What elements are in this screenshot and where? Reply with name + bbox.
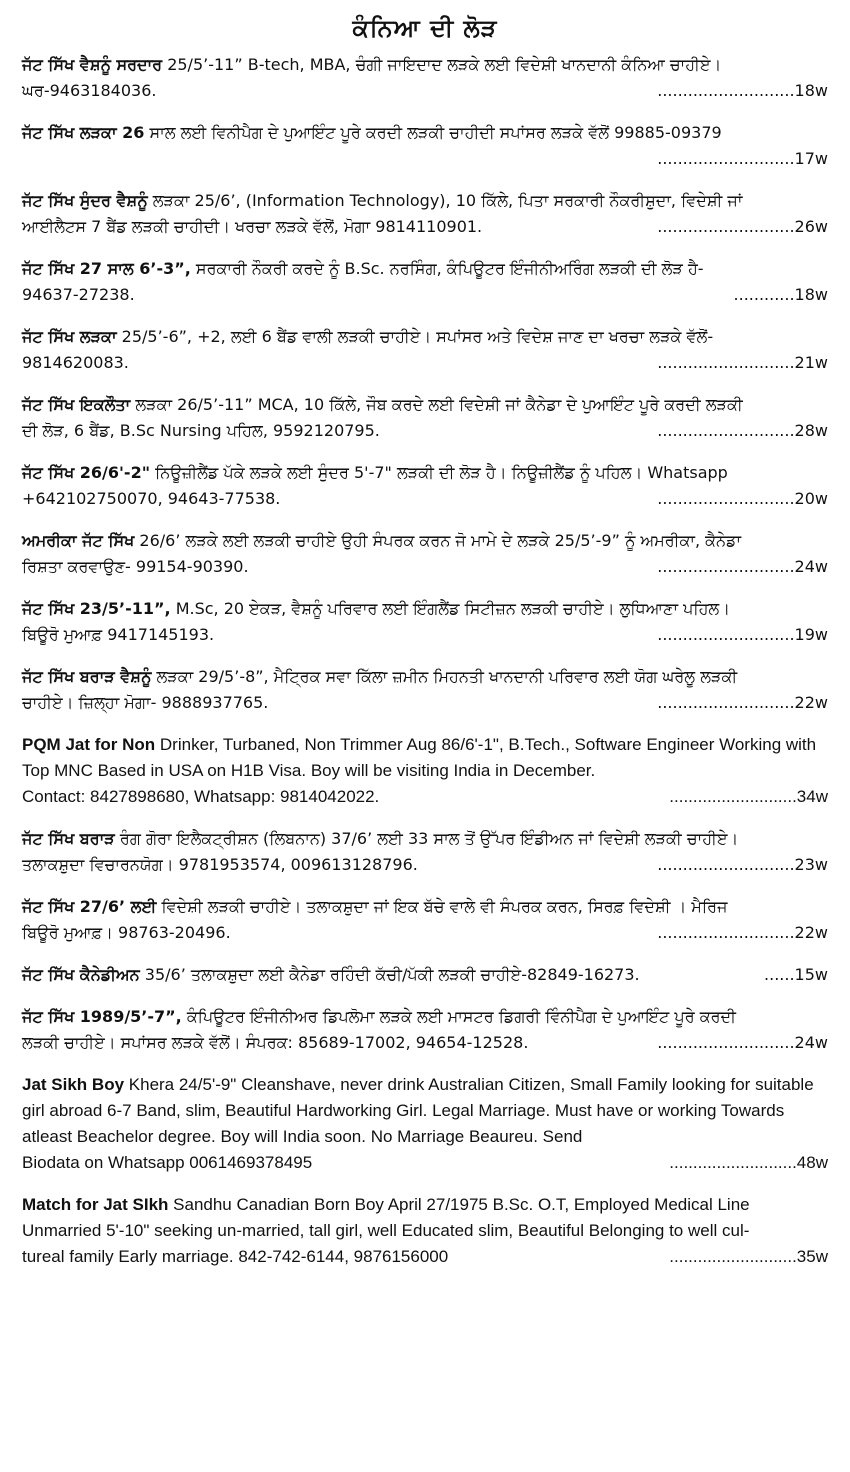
ad-text — [22, 1192, 828, 1244]
classified-ad — [22, 52, 828, 104]
ad-lead: ਜੱਟ ਸਿੱਖ 27/6’ ਲਈ — [22, 897, 157, 916]
ads-list — [22, 52, 828, 1270]
ad-text — [22, 188, 828, 214]
classified-ad — [22, 120, 828, 172]
ad-last-line — [22, 486, 828, 512]
classified-ad — [22, 962, 828, 988]
ad-body: ਸਰਕਾਰੀ ਨੌਕਰੀ ਕਰਦੇ ਨੂੰ B.Sc. ਨਰਸਿੰਗ, ਕੰਪਿਊਟਰ ਇੰਜੀਨੀਅਰਿੰਗ ਲੜਕੀ ਦੀ ਲੋੜ ਹੈ- — [190, 259, 704, 278]
ad-body: ਵਿਦੇਸ਼ੀ ਲੜਕੀ ਚਾਹੀਏ। ਤਲਾਕਸ਼ੁਦਾ ਜਾਂ ਇਕ ਬੱਚੇ ਵਾਲੇ ਵੀ ਸੰਪਰਕ ਕਰਨ, ਸਿਰਫ਼ ਵਿਦੇਸ਼ੀ । ਮੈਰਿਜ — [156, 897, 728, 916]
ad-code: ...........................48w — [669, 1153, 828, 1172]
classified-ad — [22, 188, 828, 240]
classified-ad — [22, 1072, 828, 1176]
ad-contact: ਤਲਾਕਸ਼ੁਦਾ ਵਿਚਾਰਨਯੋਗ। 9781953574, 009613128796. — [22, 855, 418, 874]
ad-last-line — [22, 350, 828, 376]
ad-contact: ਆਈਲੈਟਸ 7 ਬੈਂਡ ਲੜਕੀ ਚਾਹੀਦੀ। ਖਰਚਾ ਲੜਕੇ ਵੱਲੋਂ, ਮੋਗਾ 9814110901. — [22, 217, 483, 236]
ad-text — [22, 962, 640, 988]
ad-body: Drinker, Turbaned, Non Trimmer Aug 86/6'-1", B.Tech., Software Engineer Working with Top MNC Based in USA on H1B Visa. Boy will be visiting India in December. — [22, 735, 817, 780]
ad-body: ਸਾਲ ਲਈ ਵਿਨੀਪੈਗ ਦੇ ਪੁਆਇੰਟ ਪੂਰੇ ਕਰਦੀ ਲੜਕੀ ਚਾਹੀਦੀ ਸਪਾਂਸਰ ਲੜਕੇ ਵੱਲੋਂ 99885-09379 — [144, 123, 722, 142]
ad-text — [22, 52, 828, 78]
ad-body: M.Sc, 20 ਏਕੜ, ਵੈਸ਼ਨੂੰ ਪਰਿਵਾਰ ਲਈ ਇੰਗਲੈਂਡ ਸਿਟੀਜ਼ਨ ਲੜਕੀ ਚਾਹੀਏ। ਲੁਧਿਆਣਾ ਪਹਿਲ। — [170, 599, 731, 618]
ad-text — [22, 1072, 828, 1150]
ad-body: 26/6’ ਲੜਕੇ ਲਈ ਲੜਕੀ ਚਾਹੀਏ ਉਹੀ ਸੰਪਰਕ ਕਰਨ ਜੋ ਮਾਮੇ ਦੇ ਲੜਕੇ 25/5’-9” ਨੂੰ ਅਮਰੀਕਾ, ਕੈਨੇਡਾ — [134, 531, 742, 550]
classified-ad — [22, 1192, 828, 1270]
ad-code: ...........................35w — [669, 1247, 828, 1266]
ad-contact: +642102750070, 94643-77538. — [22, 489, 281, 508]
ad-lead: ਜੱਟ ਸਿੱਖ ਵੈਸ਼ਨੂੰ ਸਰਦਾਰ — [22, 55, 163, 74]
ad-code: ......15w — [764, 965, 828, 984]
ad-contact: ਰਿਸ਼ਤਾ ਕਰਵਾਉਣ- 99154-90390. — [22, 557, 249, 576]
ad-lead: Jat Sikh Boy — [22, 1075, 125, 1094]
ad-contact: ਦੀ ਲੋੜ, 6 ਬੈਂਡ, B.Sc Nursing ਪਹਿਲ, 9592120795. — [22, 421, 380, 440]
ad-contact: ਬਿਊਰੋ ਮੁਆਫ਼। 98763-20496. — [22, 923, 231, 942]
ad-lead: ਜੱਟ ਸਿੱਖ ਸੁੰਦਰ ਵੈਸ਼ਨੂੰ — [22, 191, 148, 210]
ad-lead: ਜੱਟ ਸਿੱਖ 23/5’-11”, — [22, 599, 171, 618]
ad-contact: 9814620083. — [22, 353, 129, 372]
classified-ad — [22, 392, 828, 444]
ad-body: ਲੜਕਾ 29/5’-8”, ਮੈਟ੍ਰਿਕ ਸਵਾ ਕਿੱਲਾ ਜ਼ਮੀਨ ਮਿਹਨਤੀ ਖਾਨਦਾਨੀ ਪਰਿਵਾਰ ਲਈ ਯੋਗ ਘਰੇਲੂ ਲੜਕੀ — [151, 667, 738, 686]
classified-ad — [22, 528, 828, 580]
ad-lead: ਜੱਟ ਸਿੱਖ ਇਕਲੌਤਾ — [22, 395, 131, 414]
ad-lead: ਜੱਟ ਸਿੱਖ ਲੜਕਾ 26 — [22, 123, 145, 142]
ad-last-line — [22, 1030, 828, 1056]
ad-body: 35/6’ ਤਲਾਕਸ਼ੁਦਾ ਲਈ ਕੈਨੇਡਾ ਰਹਿੰਦੀ ਕੱਚੀ/ਪੱਕੀ ਲੜਕੀ ਚਾਹੀਏ-82849-16273. — [139, 965, 640, 984]
ad-last-line — [22, 1244, 828, 1270]
ad-last-line — [22, 1150, 828, 1176]
ad-contact: 94637-27238. — [22, 285, 135, 304]
ad-text — [22, 664, 828, 690]
ad-body: ਲੜਕਾ 26/5’-11” MCA, 10 ਕਿੱਲੇ, ਜੌਬ ਕਰਦੇ ਲਈ ਵਿਦੇਸ਼ੀ ਜਾਂ ਕੈਨੇਡਾ ਦੇ ਪੁਆਇੰਟ ਪੂਰੇ ਕਰਦੀ ਲੜਕੀ — [130, 395, 743, 414]
ad-code: ...........................28w — [657, 421, 828, 440]
ad-last-line — [22, 690, 828, 716]
ad-contact: ਘਰ-9463184036. — [22, 81, 157, 100]
ad-code: ...........................19w — [657, 625, 828, 644]
classified-ad — [22, 1004, 828, 1056]
classified-ad — [22, 732, 828, 810]
ad-lead: PQM Jat for Non — [22, 735, 156, 754]
ad-last-line — [22, 784, 828, 810]
classified-ad — [22, 664, 828, 716]
classified-ad — [22, 460, 828, 512]
ad-text — [22, 528, 828, 554]
ad-code: ...........................17w — [657, 149, 828, 168]
page-title: ਕੰਨਿਆ ਦੀ ਲੋੜ — [352, 14, 498, 42]
classified-ad — [22, 894, 828, 946]
ad-last-line — [22, 282, 828, 308]
ad-lead: ਜੱਟ ਸਿੱਖ ਲੜਕਾ — [22, 327, 117, 346]
ad-body: ਨਿਊਜ਼ੀਲੈਂਡ ਪੱਕੇ ਲੜਕੇ ਲਈ ਸੁੰਦਰ 5'-7" ਲੜਕੀ ਦੀ ਲੋੜ ਹੈ। ਨਿਊਜ਼ੀਲੈਂਡ ਨੂੰ ਪਹਿਲ। Whatsapp — [150, 463, 728, 482]
classified-ad — [22, 324, 828, 376]
ad-text — [22, 596, 828, 622]
classified-ad — [22, 826, 828, 878]
ad-text — [22, 1004, 828, 1030]
ad-last-line — [22, 418, 828, 444]
ad-lead: Match for Jat SIkh — [22, 1195, 169, 1214]
ad-body: ਰੰਗ ਗੋਰਾ ਇਲੈਕਟ੍ਰੀਸ਼ਨ (ਲਿਬਨਾਨ) 37/6’ ਲਈ 33 ਸਾਲ ਤੋਂ ਉੱਪਰ ਇੰਡੀਅਨ ਜਾਂ ਵਿਦੇਸ਼ੀ ਲੜਕੀ ਚਾਹੀਏ। — [114, 829, 739, 848]
ad-last-line — [22, 920, 828, 946]
ad-body: 25/5’-6”, +2, ਲਈ 6 ਬੈਂਡ ਵਾਲੀ ਲੜਕੀ ਚਾਹੀਏ। ਸਪਾਂਸਰ ਅਤੇ ਵਿਦੇਸ਼ ਜਾਣ ਦਾ ਖਰਚਾ ਲੜਕੇ ਵੱਲੋਂ- — [116, 327, 714, 346]
ad-body: Khera 24/5'-9" Cleanshave, never drink Australian Citizen, Small Family looking for suitable girl abroad 6-7 Band, slim, Beautiful Hardworking Girl. Legal Marriage. Must have or working Towards atleast Beachelor degree. Boy will India soon. No Marriage Beaureu. Send — [22, 1075, 814, 1146]
ad-lead: ਜੱਟ ਸਿੱਖ 27 ਸਾਲ 6’-3”, — [22, 259, 191, 278]
ad-code: ...........................22w — [657, 693, 828, 712]
ad-body: ਕੰਪਿਊਟਰ ਇੰਜੀਨੀਅਰ ਡਿਪਲੋਮਾ ਲੜਕੇ ਲਈ ਮਾਸਟਰ ਡਿਗਰੀ ਵਿੰਨੀਪੈਗ ਦੇ ਪੁਆਇੰਟ ਪੂਰੇ ਕਰਦੀ — [181, 1007, 736, 1026]
ad-body: 25/5’-11” B-tech, MBA, ਚੰਗੀ ਜਾਇਦਾਦ ਲੜਕੇ ਲਈ ਵਿਦੇਸ਼ੀ ਖਾਨਦਾਨੀ ਕੰਨਿਆ ਚਾਹੀਏ। — [162, 55, 722, 74]
ad-lead: ਜੱਟ ਸਿੱਖ ਬਰਾੜ ਵੈਸ਼ਨੂੰ — [22, 667, 152, 686]
ad-line — [22, 962, 828, 988]
ad-last-line — [22, 852, 828, 878]
ad-code: ...........................26w — [657, 217, 828, 236]
ad-text — [22, 256, 828, 282]
ad-code: ...........................22w — [657, 923, 828, 942]
ad-text — [22, 460, 828, 486]
ad-contact: Biodata on Whatsapp 0061469378495 — [22, 1153, 313, 1172]
ad-last-line — [22, 78, 828, 104]
ad-text — [22, 732, 828, 784]
ad-code: ...........................34w — [669, 787, 828, 806]
classified-ad — [22, 596, 828, 648]
ad-lead: ਜੱਟ ਸਿੱਖ 26/6'-2" — [22, 463, 151, 482]
ad-lead: ਅਮਰੀਕਾ ਜੱਟ ਸਿੱਖ — [22, 531, 135, 550]
ad-contact: Contact: 8427898680, Whatsapp: 9814042022. — [22, 787, 380, 806]
ad-body: Sandhu Canadian Born Boy April 27/1975 B.Sc. O.T, Employed Medical Line Unmarried 5'-10" seeking un-married, tall girl, well Educated slim, Beautiful Belonging to well cul- — [22, 1195, 750, 1240]
ad-lead: ਜੱਟ ਸਿੱਖ 1989/5’-7”, — [22, 1007, 182, 1026]
ad-code: ...........................20w — [657, 489, 828, 508]
ad-code: ...........................24w — [657, 557, 828, 576]
classified-ad — [22, 256, 828, 308]
ad-last-line — [22, 214, 828, 240]
ad-text — [22, 826, 828, 852]
ad-contact: ਲੜਕੀ ਚਾਹੀਏ। ਸਪਾਂਸਰ ਲੜਕੇ ਵੱਲੋਂ। ਸੰਪਰਕ: 85689-17002, 94654-12528. — [22, 1033, 529, 1052]
ad-last-line — [22, 622, 828, 648]
ad-body: ਲੜਕਾ 25/6’, (Information Technology), 10 ਕਿੱਲੇ, ਪਿਤਾ ਸਰਕਾਰੀ ਨੌਕਰੀਸ਼ੁਦਾ, ਵਿਦੇਸ਼ੀ ਜਾਂ — [147, 191, 743, 210]
ad-contact: ਚਾਹੀਏ। ਜ਼ਿਲ੍ਹਾ ਮੋਗਾ- 9888937765. — [22, 693, 269, 712]
ad-text — [22, 324, 828, 350]
ad-text — [22, 392, 828, 418]
ad-contact: tureal family Early marriage. 842-742-6144, 9876156000 — [22, 1247, 449, 1266]
ad-last-line — [22, 554, 828, 580]
ad-code: ...........................18w — [657, 81, 828, 100]
ad-lead: ਜੱਟ ਸਿੱਖ ਕੈਨੇਡੀਅਨ — [22, 965, 140, 984]
ad-text — [22, 120, 828, 146]
ad-lead: ਜੱਟ ਸਿੱਖ ਬਰਾੜ — [22, 829, 115, 848]
ad-code: ...........................23w — [657, 855, 828, 874]
ad-text — [22, 894, 828, 920]
ad-code: ............18w — [733, 285, 828, 304]
ad-code: ...........................21w — [657, 353, 828, 372]
ad-code: ...........................24w — [657, 1033, 828, 1052]
ad-contact: ਬਿਊਰੋ ਮੁਆਫ਼ 9417145193. — [22, 625, 215, 644]
